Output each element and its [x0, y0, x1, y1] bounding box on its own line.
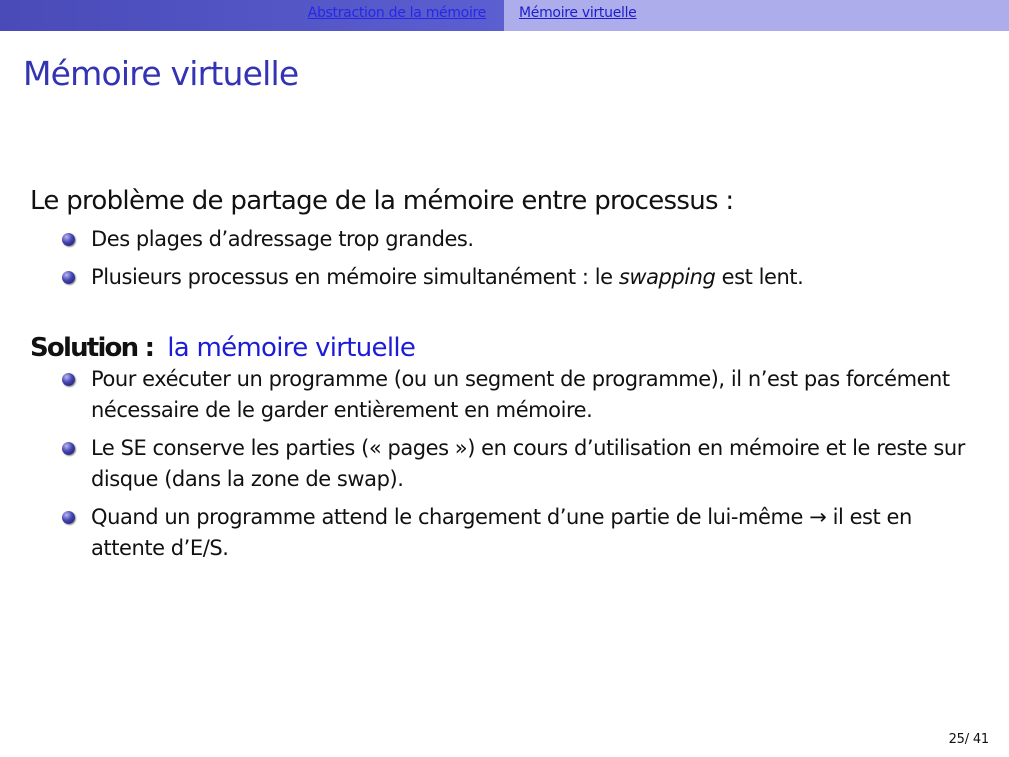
bullet-icon	[62, 442, 75, 455]
nav-section-right	[504, 0, 1009, 31]
list-item-text: Des plages d’adressage trop grandes.	[91, 227, 474, 251]
solution-value: la mémoire virtuelle	[167, 333, 416, 363]
list-item-text-before: Plusieurs processus en mémoire simultanément : le	[91, 265, 619, 289]
list-item	[30, 224, 976, 255]
list-item-text: Pour exécuter un programme (ou un segment de programme), il n’est pas forcément nécessaire de le garder entièrement en mémoire.	[91, 367, 950, 422]
navigation-bar	[0, 0, 1009, 31]
page-title: Mémoire virtuelle	[23, 54, 299, 93]
page-number: 25/ 41	[948, 732, 989, 747]
bullet-icon	[62, 271, 75, 284]
slide-content	[30, 186, 990, 571]
list-item-text-after: est lent.	[715, 265, 804, 289]
bullet-icon	[62, 233, 75, 246]
list-item-text: Le SE conserve les parties (« pages ») en cours d’utilisation en mémoire et le reste sur disque (dans la zone de swap).	[91, 436, 965, 491]
list-item	[30, 433, 976, 495]
list-item-text: Quand un programme attend le chargement d’une partie de lui-même → il est en attente d’E/S.	[91, 505, 912, 560]
nav-link-memoire-virtuelle[interactable]: Mémoire virtuelle	[519, 5, 637, 21]
solution-list	[30, 364, 990, 564]
problem-list	[30, 224, 990, 293]
list-item	[30, 262, 976, 293]
solution-heading	[30, 333, 990, 363]
bullet-icon	[62, 373, 75, 386]
list-item	[30, 364, 976, 426]
solution-label: Solution :	[30, 333, 154, 363]
nav-link-abstraction-memoire[interactable]: Abstraction de la mémoire	[307, 5, 486, 21]
nav-section-left	[0, 0, 504, 31]
bullet-icon	[62, 511, 75, 524]
list-item	[30, 502, 976, 564]
list-item-emphasis: swapping	[618, 265, 716, 289]
problem-heading: Le problème de partage de la mémoire entre processus :	[30, 186, 734, 216]
